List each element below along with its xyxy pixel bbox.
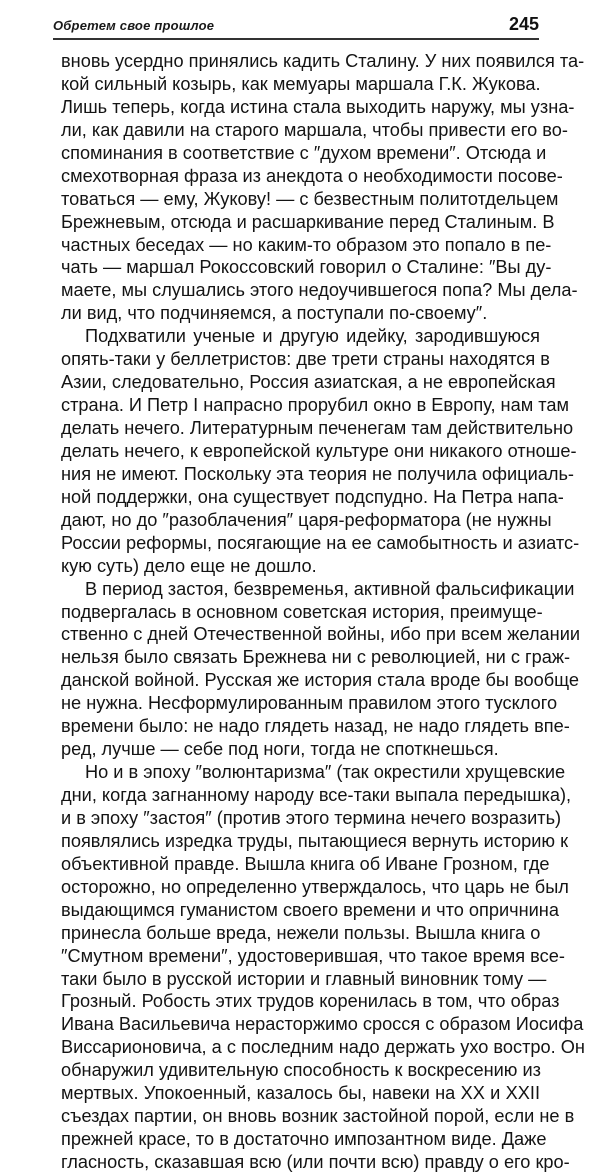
text-line: делать нечего, к европейской культуре они никакого отноше- <box>61 440 577 461</box>
page-number: 245 <box>508 14 539 34</box>
paragraph <box>61 325 580 577</box>
text-line: и в эпоху ″застоя″ (против этого термина нечего возразить) <box>61 807 562 828</box>
text-line: гласность, сказавшая всю (или почти всю) правду о его кро- <box>61 1152 570 1172</box>
text-line: Азии, следовательно, Россия азиатская, а не европейская <box>61 372 556 393</box>
text-line: маете, мы слушались этого недоучившегося попа? Мы дела- <box>61 280 578 301</box>
text-line: ли, как давили на старого маршала, чтобы привести его во- <box>61 119 568 140</box>
text-line: делать нечего. Литературным печенегам там действительно <box>61 418 574 438</box>
text-line: данской войной. Русская же история стала вроде бы вообще <box>61 670 580 691</box>
text-line: Лишь теперь, когда истина стала выходить наружу, мы узна- <box>61 96 575 117</box>
text-line: опять-таки у беллетристов: две трети страны находятся в <box>61 349 550 370</box>
text-line: дни, когда загнанному народу все-таки выпала передышка), <box>61 785 572 805</box>
running-title: Обретем свое прошлое <box>53 18 215 33</box>
paragraph <box>61 761 585 1174</box>
text-line: ли вид, что подчиняемся, а поступали по-своему″. <box>61 303 488 324</box>
text-line: не нужна. Несформулированным правилом этого тусклого <box>61 693 558 714</box>
text-line: Подхватили ученые и другую идейку, зародившуюся <box>85 326 540 347</box>
text-line: Грозный. Робость этих трудов коренилась в том, что образ <box>61 991 560 1012</box>
text-line: подвергалась в основном советская история, преимуще- <box>61 601 543 622</box>
body-text <box>61 50 585 1174</box>
running-head <box>53 14 539 40</box>
text-line: ственно с дней Отечественной войны, ибо при всем желании <box>61 624 581 645</box>
text-line: объективной правде. Вышла книга об Иване Грозном, где <box>61 853 550 874</box>
text-line: кой сильный козырь, как мемуары маршала Г.К. Жукова. <box>61 73 541 94</box>
text-line: съездах партии, он вновь возник застойной порой, если не в <box>61 1106 575 1127</box>
text-line: Брежневым, отсюда и расшаркивание перед Сталиным. В <box>61 211 555 232</box>
text-line: прежней красе, то в достаточно импозантном виде. Даже <box>61 1129 547 1150</box>
text-line: принесла больше вреда, нежели пользы. Вышла книга о <box>61 922 541 943</box>
text-line: таки было в русской истории и главный виновник тому — <box>61 968 547 989</box>
paragraph <box>61 50 585 325</box>
text-line: дают, но до ″разоблачения″ царя-реформатора (не нужны <box>61 509 552 530</box>
text-line: нельзя было связать Брежнева ни с революцией, ни с граж- <box>61 647 571 668</box>
text-line: чать — маршал Рокоссовский говорил о Сталине: ″Вы ду- <box>61 257 552 278</box>
text-line: споминания в соответствие с ″духом времени″. Отсюда и <box>61 142 547 163</box>
text-line: В период застоя, безвременья, активной фальсификации <box>85 578 575 599</box>
text-line: ″Смутном времени″, удостоверившая, что такое время все- <box>61 945 565 966</box>
text-line: выдающимся гуманистом своего времени и что опричнина <box>61 899 559 920</box>
text-line: кую суть) дело еще не дошло. <box>61 555 317 576</box>
text-line: обнаружил удивительную способность к воскресению из <box>61 1060 541 1081</box>
text-line: появлялись изредка труды, пытающиеся вернуть историю к <box>61 830 569 851</box>
text-line: России реформы, посягающие на ее самобытность и азиатс- <box>61 532 580 553</box>
text-line: вновь усердно принялись кадить Сталину. У них появился та- <box>61 51 585 71</box>
text-line: Виссарионовича, а с последним надо держать ухо востро. Он <box>61 1037 585 1058</box>
text-line: ния не имеют. Поскольку эта теория не получила официаль- <box>61 463 574 484</box>
paragraph <box>61 578 581 762</box>
text-line: смехотворная фраза из анекдота о необходимости посове- <box>61 165 563 186</box>
text-line: времени было: не надо глядеть назад, не надо глядеть впе- <box>61 716 570 737</box>
text-line: страна. И Петр I напрасно прорубил окно в Европу, нам там <box>61 395 570 416</box>
text-line: товаться — ему, Жукову! — с безвестным политотдельцем <box>61 188 559 209</box>
text-line: ред, лучше — себе под ноги, тогда не споткнешься. <box>61 739 499 760</box>
text-line: частных беседах — но каким-то образом это попало в пе- <box>61 234 552 255</box>
text-line: Ивана Васильевича нерасторжимо сросся с образом Иосифа <box>61 1014 584 1035</box>
text-line: осторожно, но определенно утверждалось, что царь не был <box>61 876 569 897</box>
text-line: Но и в эпоху ″волюнтаризма″ (так окрестили хрущевские <box>85 762 566 783</box>
text-line: ной поддержки, она существует подспудно. На Петра напа- <box>61 486 564 507</box>
text-line: мертвых. Упокоенный, казалось бы, навеки на XX и XXII <box>61 1083 540 1104</box>
